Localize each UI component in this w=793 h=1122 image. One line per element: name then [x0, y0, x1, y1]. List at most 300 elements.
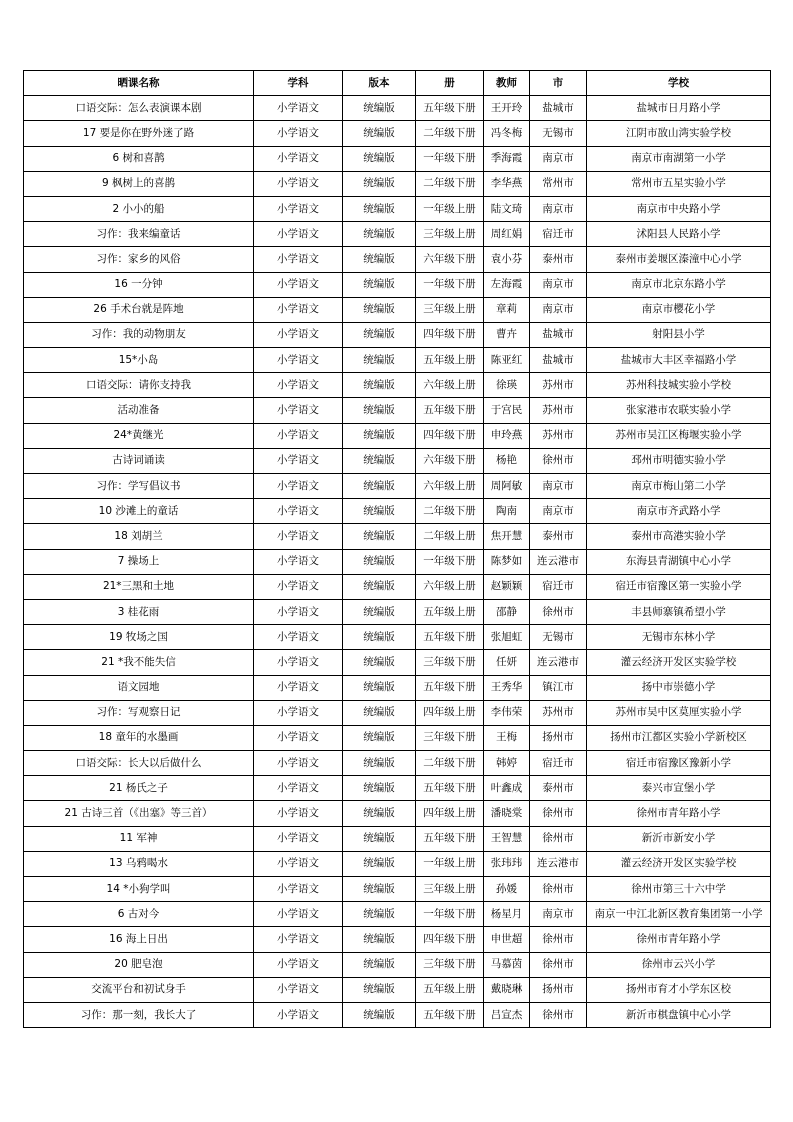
cell-edition: 统编版: [343, 700, 416, 725]
cell-course-name: 活动准备: [24, 398, 254, 423]
cell-course-name: 6 古对今: [24, 902, 254, 927]
cell-volume: 四年级上册: [416, 801, 484, 826]
cell-edition: 统编版: [343, 524, 416, 549]
cell-course-name: 习作：我的动物朋友: [24, 322, 254, 347]
cell-subject: 小学语文: [254, 549, 343, 574]
table-row: [24, 549, 771, 574]
cell-teacher: 张玮玮: [484, 851, 530, 876]
cell-course-name: 7 操场上: [24, 549, 254, 574]
cell-course-name: 口语交际：长大以后做什么: [24, 751, 254, 776]
cell-course-name: 习作：学写倡议书: [24, 474, 254, 499]
cell-city: 徐州市: [530, 952, 587, 977]
cell-teacher: 曹卉: [484, 322, 530, 347]
table-row: [24, 524, 771, 549]
cell-course-name: 交流平台和初试身手: [24, 977, 254, 1002]
table-row: [24, 977, 771, 1002]
cell-subject: 小学语文: [254, 171, 343, 196]
cell-teacher: 申玲燕: [484, 423, 530, 448]
cell-edition: 统编版: [343, 977, 416, 1002]
table-row: [24, 826, 771, 851]
cell-school: 常州市五星实验小学: [587, 171, 771, 196]
cell-teacher: 于宫民: [484, 398, 530, 423]
cell-volume: 五年级下册: [416, 625, 484, 650]
cell-school: 扬州市江都区实验小学新校区: [587, 725, 771, 750]
cell-course-name: 10 沙滩上的童话: [24, 499, 254, 524]
cell-volume: 三年级下册: [416, 650, 484, 675]
cell-subject: 小学语文: [254, 574, 343, 599]
cell-edition: 统编版: [343, 96, 416, 121]
cell-city: 常州市: [530, 171, 587, 196]
cell-school: 新沂市新安小学: [587, 826, 771, 851]
cell-volume: 六年级下册: [416, 448, 484, 473]
cell-volume: 四年级上册: [416, 700, 484, 725]
cell-edition: 统编版: [343, 423, 416, 448]
cell-city: 南京市: [530, 499, 587, 524]
cell-subject: 小学语文: [254, 272, 343, 297]
table-row: [24, 650, 771, 675]
cell-course-name: 16 一分钟: [24, 272, 254, 297]
cell-city: 徐州市: [530, 927, 587, 952]
cell-edition: 统编版: [343, 574, 416, 599]
cell-volume: 五年级下册: [416, 675, 484, 700]
cell-teacher: 陶南: [484, 499, 530, 524]
cell-subject: 小学语文: [254, 650, 343, 675]
cell-school: 扬州市育才小学东区校: [587, 977, 771, 1002]
cell-teacher: 章莉: [484, 297, 530, 322]
cell-course-name: 习作：写观察日记: [24, 700, 254, 725]
cell-edition: 统编版: [343, 599, 416, 624]
cell-teacher: 马慕茵: [484, 952, 530, 977]
table-header-row: [24, 71, 771, 96]
cell-city: 宿迁市: [530, 222, 587, 247]
cell-school: 东海县青湖镇中心小学: [587, 549, 771, 574]
table-row: [24, 776, 771, 801]
cell-volume: 四年级下册: [416, 927, 484, 952]
cell-subject: 小学语文: [254, 625, 343, 650]
cell-city: 徐州市: [530, 877, 587, 902]
table-row: [24, 96, 771, 121]
cell-course-name: 16 海上日出: [24, 927, 254, 952]
cell-course-name: 习作：家乡的风俗: [24, 247, 254, 272]
cell-city: 镇江市: [530, 675, 587, 700]
cell-school: 徐州市第三十六中学: [587, 877, 771, 902]
cell-course-name: 21 杨氏之子: [24, 776, 254, 801]
cell-teacher: 王智慧: [484, 826, 530, 851]
cell-course-name: 18 刘胡兰: [24, 524, 254, 549]
cell-subject: 小学语文: [254, 776, 343, 801]
cell-edition: 统编版: [343, 272, 416, 297]
table-row: [24, 448, 771, 473]
cell-volume: 六年级上册: [416, 373, 484, 398]
cell-city: 泰州市: [530, 776, 587, 801]
cell-volume: 五年级下册: [416, 776, 484, 801]
cell-edition: 统编版: [343, 927, 416, 952]
cell-school: 张家港市农联实验小学: [587, 398, 771, 423]
cell-volume: 二年级下册: [416, 499, 484, 524]
cell-city: 盐城市: [530, 322, 587, 347]
table-row: [24, 1002, 771, 1027]
cell-course-name: 习作：那一刻，我长大了: [24, 1002, 254, 1027]
cell-subject: 小学语文: [254, 751, 343, 776]
cell-volume: 五年级上册: [416, 977, 484, 1002]
cell-subject: 小学语文: [254, 599, 343, 624]
header-city: 市: [530, 71, 587, 96]
cell-volume: 二年级上册: [416, 524, 484, 549]
cell-edition: 统编版: [343, 171, 416, 196]
cell-teacher: 袁小芬: [484, 247, 530, 272]
cell-edition: 统编版: [343, 1002, 416, 1027]
cell-city: 扬州市: [530, 725, 587, 750]
cell-volume: 四年级下册: [416, 322, 484, 347]
cell-subject: 小学语文: [254, 851, 343, 876]
cell-edition: 统编版: [343, 549, 416, 574]
cell-course-name: 26 手术台就是阵地: [24, 297, 254, 322]
cell-subject: 小学语文: [254, 247, 343, 272]
cell-edition: 统编版: [343, 725, 416, 750]
cell-subject: 小学语文: [254, 121, 343, 146]
cell-course-name: 语文园地: [24, 675, 254, 700]
cell-volume: 五年级上册: [416, 348, 484, 373]
cell-city: 徐州市: [530, 448, 587, 473]
cell-course-name: 口语交际：怎么表演课本剧: [24, 96, 254, 121]
cell-volume: 五年级下册: [416, 826, 484, 851]
cell-city: 徐州市: [530, 826, 587, 851]
cell-teacher: 陈梦如: [484, 549, 530, 574]
cell-course-name: 15*小岛: [24, 348, 254, 373]
cell-school: 泰州市姜堰区溱潼中心小学: [587, 247, 771, 272]
cell-school: 南京市中央路小学: [587, 196, 771, 221]
cell-course-name: 古诗词诵读: [24, 448, 254, 473]
cell-teacher: 任妍: [484, 650, 530, 675]
cell-subject: 小学语文: [254, 297, 343, 322]
cell-subject: 小学语文: [254, 877, 343, 902]
cell-city: 盐城市: [530, 96, 587, 121]
cell-teacher: 杨星月: [484, 902, 530, 927]
cell-volume: 二年级下册: [416, 751, 484, 776]
cell-school: 丰县师寨镇希望小学: [587, 599, 771, 624]
cell-teacher: 周红娟: [484, 222, 530, 247]
table-row: [24, 599, 771, 624]
cell-school: 南京市齐武路小学: [587, 499, 771, 524]
cell-edition: 统编版: [343, 625, 416, 650]
cell-edition: 统编版: [343, 801, 416, 826]
table-row: [24, 801, 771, 826]
cell-subject: 小学语文: [254, 675, 343, 700]
cell-volume: 四年级下册: [416, 423, 484, 448]
cell-edition: 统编版: [343, 650, 416, 675]
cell-teacher: 戴晓琳: [484, 977, 530, 1002]
cell-edition: 统编版: [343, 499, 416, 524]
cell-school: 新沂市棋盘镇中心小学: [587, 1002, 771, 1027]
cell-city: 泰州市: [530, 524, 587, 549]
cell-course-name: 3 桂花雨: [24, 599, 254, 624]
cell-edition: 统编版: [343, 877, 416, 902]
cell-city: 盐城市: [530, 348, 587, 373]
table-row: [24, 675, 771, 700]
cell-volume: 一年级下册: [416, 146, 484, 171]
table-row: [24, 398, 771, 423]
cell-volume: 六年级上册: [416, 574, 484, 599]
cell-city: 无锡市: [530, 625, 587, 650]
cell-school: 南京市北京东路小学: [587, 272, 771, 297]
cell-subject: 小学语文: [254, 96, 343, 121]
cell-city: 扬州市: [530, 977, 587, 1002]
cell-course-name: 11 军神: [24, 826, 254, 851]
cell-city: 苏州市: [530, 423, 587, 448]
cell-school: 宿迁市宿豫区第一实验小学: [587, 574, 771, 599]
cell-volume: 五年级下册: [416, 96, 484, 121]
cell-teacher: 潘晓棠: [484, 801, 530, 826]
table-row: [24, 851, 771, 876]
cell-edition: 统编版: [343, 474, 416, 499]
cell-teacher: 孙媛: [484, 877, 530, 902]
cell-edition: 统编版: [343, 448, 416, 473]
cell-city: 苏州市: [530, 373, 587, 398]
cell-school: 盐城市大丰区幸福路小学: [587, 348, 771, 373]
cell-school: 江阴市敔山湾实验学校: [587, 121, 771, 146]
cell-course-name: 17 要是你在野外迷了路: [24, 121, 254, 146]
cell-school: 徐州市青年路小学: [587, 927, 771, 952]
cell-volume: 三年级上册: [416, 297, 484, 322]
cell-subject: 小学语文: [254, 373, 343, 398]
cell-city: 宿迁市: [530, 574, 587, 599]
cell-subject: 小学语文: [254, 952, 343, 977]
cell-edition: 统编版: [343, 751, 416, 776]
cell-volume: 二年级下册: [416, 171, 484, 196]
cell-teacher: 徐瑛: [484, 373, 530, 398]
cell-course-name: 14 *小狗学叫: [24, 877, 254, 902]
cell-edition: 统编版: [343, 196, 416, 221]
cell-course-name: 13 乌鸦喝水: [24, 851, 254, 876]
cell-city: 连云港市: [530, 549, 587, 574]
header-school: 学校: [587, 71, 771, 96]
cell-volume: 五年级下册: [416, 1002, 484, 1027]
cell-city: 南京市: [530, 902, 587, 927]
cell-edition: 统编版: [343, 675, 416, 700]
cell-course-name: 口语交际：请你支持我: [24, 373, 254, 398]
cell-subject: 小学语文: [254, 826, 343, 851]
header-course-name: 晒课名称: [24, 71, 254, 96]
cell-school: 苏州科技城实验小学校: [587, 373, 771, 398]
cell-subject: 小学语文: [254, 927, 343, 952]
table-row: [24, 499, 771, 524]
cell-subject: 小学语文: [254, 524, 343, 549]
cell-course-name: 21 *我不能失信: [24, 650, 254, 675]
cell-teacher: 李华燕: [484, 171, 530, 196]
cell-city: 徐州市: [530, 599, 587, 624]
cell-school: 泰州市高港实验小学: [587, 524, 771, 549]
table-row: [24, 902, 771, 927]
cell-school: 沭阳县人民路小学: [587, 222, 771, 247]
table-row: [24, 146, 771, 171]
cell-city: 连云港市: [530, 650, 587, 675]
cell-school: 扬中市崇德小学: [587, 675, 771, 700]
header-volume: 册: [416, 71, 484, 96]
cell-subject: 小学语文: [254, 146, 343, 171]
cell-school: 南京市南湖第一小学: [587, 146, 771, 171]
cell-city: 南京市: [530, 474, 587, 499]
cell-city: 南京市: [530, 297, 587, 322]
table-row: [24, 700, 771, 725]
table-row: [24, 196, 771, 221]
table-row: [24, 751, 771, 776]
cell-teacher: 申世超: [484, 927, 530, 952]
cell-city: 南京市: [530, 272, 587, 297]
header-subject: 学科: [254, 71, 343, 96]
cell-volume: 三年级下册: [416, 725, 484, 750]
table-row: [24, 222, 771, 247]
table-row: [24, 952, 771, 977]
cell-school: 无锡市东林小学: [587, 625, 771, 650]
table-row: [24, 474, 771, 499]
cell-teacher: 王秀华: [484, 675, 530, 700]
cell-teacher: 左海霞: [484, 272, 530, 297]
cell-teacher: 冯冬梅: [484, 121, 530, 146]
cell-city: 泰州市: [530, 247, 587, 272]
cell-course-name: 9 枫树上的喜鹊: [24, 171, 254, 196]
table-row: [24, 423, 771, 448]
cell-volume: 三年级下册: [416, 952, 484, 977]
cell-teacher: 焦开慧: [484, 524, 530, 549]
cell-subject: 小学语文: [254, 398, 343, 423]
cell-subject: 小学语文: [254, 423, 343, 448]
cell-teacher: 王开玲: [484, 96, 530, 121]
cell-volume: 一年级上册: [416, 196, 484, 221]
cell-school: 苏州市吴江区梅堰实验小学: [587, 423, 771, 448]
cell-teacher: 李伟荣: [484, 700, 530, 725]
cell-school: 徐州市云兴小学: [587, 952, 771, 977]
header-edition: 版本: [343, 71, 416, 96]
cell-edition: 统编版: [343, 121, 416, 146]
cell-teacher: 王梅: [484, 725, 530, 750]
cell-course-name: 19 牧场之国: [24, 625, 254, 650]
cell-school: 苏州市吴中区莫厘实验小学: [587, 700, 771, 725]
cell-volume: 六年级下册: [416, 247, 484, 272]
cell-teacher: 陆文琦: [484, 196, 530, 221]
cell-course-name: 2 小小的船: [24, 196, 254, 221]
cell-course-name: 6 树和喜鹊: [24, 146, 254, 171]
table-row: [24, 247, 771, 272]
cell-teacher: 杨艳: [484, 448, 530, 473]
cell-subject: 小学语文: [254, 348, 343, 373]
cell-subject: 小学语文: [254, 902, 343, 927]
cell-teacher: 陈亚红: [484, 348, 530, 373]
cell-edition: 统编版: [343, 826, 416, 851]
cell-subject: 小学语文: [254, 499, 343, 524]
cell-edition: 统编版: [343, 222, 416, 247]
cell-city: 南京市: [530, 146, 587, 171]
cell-city: 苏州市: [530, 398, 587, 423]
cell-volume: 六年级上册: [416, 474, 484, 499]
table-row: [24, 121, 771, 146]
header-teacher: 教师: [484, 71, 530, 96]
cell-teacher: 韩婷: [484, 751, 530, 776]
cell-course-name: 21*三黑和土地: [24, 574, 254, 599]
cell-edition: 统编版: [343, 373, 416, 398]
table-row: [24, 171, 771, 196]
table-row: [24, 373, 771, 398]
cell-course-name: 24*黄继光: [24, 423, 254, 448]
cell-school: 南京一中江北新区教育集团第一小学: [587, 902, 771, 927]
cell-subject: 小学语文: [254, 196, 343, 221]
cell-city: 宿迁市: [530, 751, 587, 776]
cell-edition: 统编版: [343, 348, 416, 373]
cell-edition: 统编版: [343, 297, 416, 322]
cell-teacher: 张旭虹: [484, 625, 530, 650]
cell-school: 盐城市日月路小学: [587, 96, 771, 121]
table-body: [24, 96, 771, 1028]
cell-teacher: 邵静: [484, 599, 530, 624]
cell-school: 南京市梅山第二小学: [587, 474, 771, 499]
cell-city: 苏州市: [530, 700, 587, 725]
cell-volume: 三年级上册: [416, 877, 484, 902]
cell-school: 宿迁市宿豫区豫新小学: [587, 751, 771, 776]
cell-volume: 二年级下册: [416, 121, 484, 146]
cell-city: 徐州市: [530, 1002, 587, 1027]
cell-edition: 统编版: [343, 902, 416, 927]
cell-edition: 统编版: [343, 851, 416, 876]
cell-volume: 三年级上册: [416, 222, 484, 247]
table-row: [24, 574, 771, 599]
cell-volume: 五年级下册: [416, 398, 484, 423]
table-row: [24, 725, 771, 750]
cell-edition: 统编版: [343, 398, 416, 423]
cell-teacher: 吕宣杰: [484, 1002, 530, 1027]
cell-school: 泰兴市宣堡小学: [587, 776, 771, 801]
cell-subject: 小学语文: [254, 322, 343, 347]
cell-school: 灌云经济开发区实验学校: [587, 851, 771, 876]
cell-subject: 小学语文: [254, 977, 343, 1002]
cell-city: 无锡市: [530, 121, 587, 146]
cell-subject: 小学语文: [254, 448, 343, 473]
cell-school: 灌云经济开发区实验学校: [587, 650, 771, 675]
cell-teacher: 叶鑫成: [484, 776, 530, 801]
cell-edition: 统编版: [343, 322, 416, 347]
course-roster-table: [23, 70, 771, 1028]
cell-subject: 小学语文: [254, 700, 343, 725]
cell-city: 徐州市: [530, 801, 587, 826]
table-row: [24, 927, 771, 952]
table-row: [24, 297, 771, 322]
cell-school: 射阳县小学: [587, 322, 771, 347]
table-row: [24, 625, 771, 650]
cell-school: 徐州市青年路小学: [587, 801, 771, 826]
cell-city: 连云港市: [530, 851, 587, 876]
cell-edition: 统编版: [343, 952, 416, 977]
cell-course-name: 18 童年的水墨画: [24, 725, 254, 750]
cell-volume: 一年级下册: [416, 902, 484, 927]
cell-volume: 一年级下册: [416, 549, 484, 574]
cell-course-name: 20 肥皂泡: [24, 952, 254, 977]
table-row: [24, 272, 771, 297]
table-row: [24, 348, 771, 373]
cell-volume: 一年级上册: [416, 851, 484, 876]
cell-teacher: 周阿敏: [484, 474, 530, 499]
cell-subject: 小学语文: [254, 222, 343, 247]
cell-edition: 统编版: [343, 776, 416, 801]
cell-subject: 小学语文: [254, 725, 343, 750]
table-row: [24, 322, 771, 347]
cell-teacher: 赵颖颖: [484, 574, 530, 599]
cell-edition: 统编版: [343, 146, 416, 171]
cell-school: 邳州市明德实验小学: [587, 448, 771, 473]
cell-subject: 小学语文: [254, 1002, 343, 1027]
cell-city: 南京市: [530, 196, 587, 221]
cell-course-name: 习作：我来编童话: [24, 222, 254, 247]
cell-volume: 一年级下册: [416, 272, 484, 297]
cell-course-name: 21 古诗三首（《出塞》等三首）: [24, 801, 254, 826]
cell-teacher: 季海霞: [484, 146, 530, 171]
